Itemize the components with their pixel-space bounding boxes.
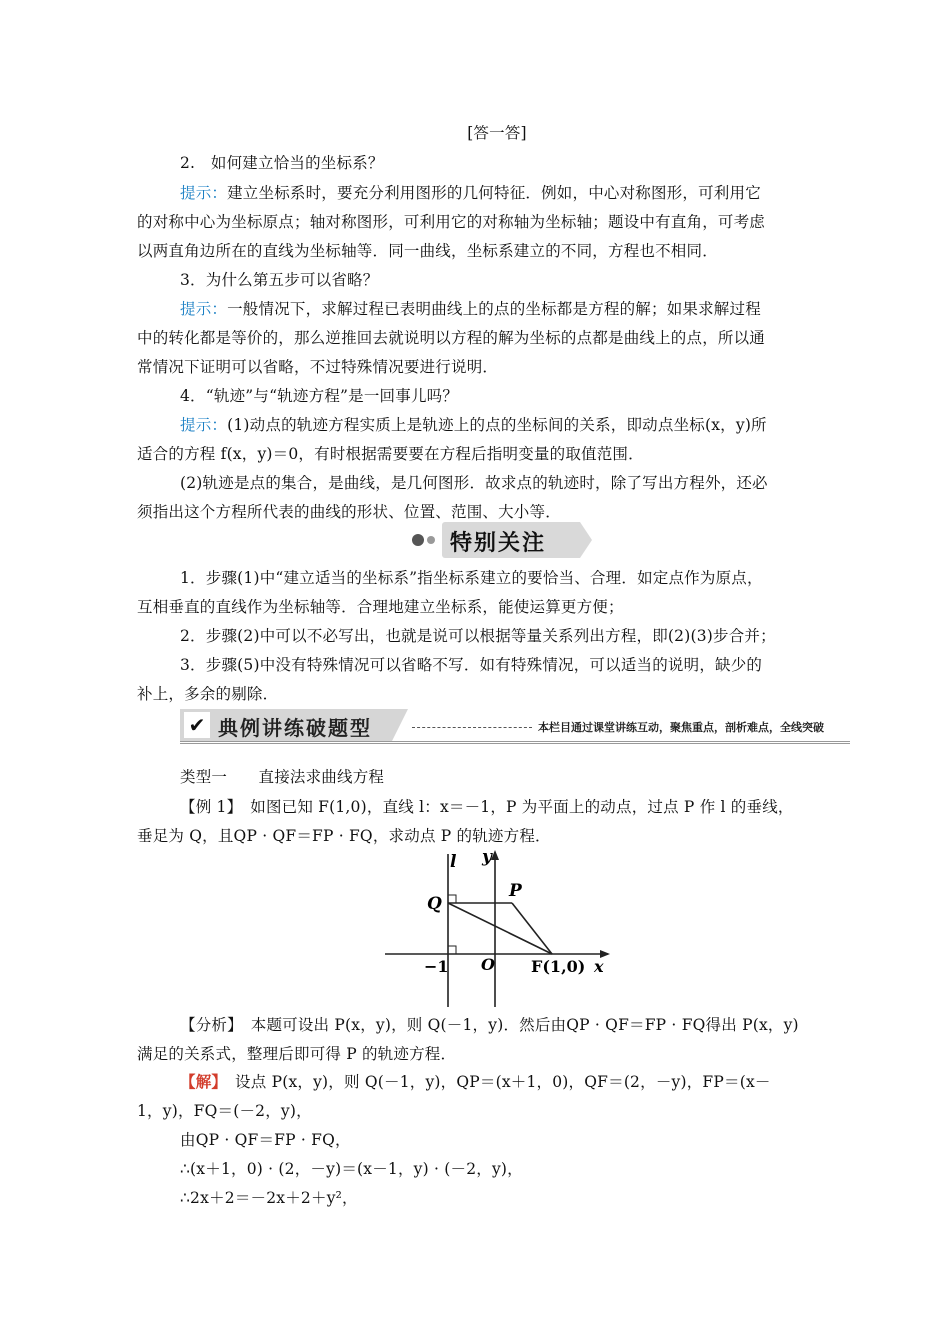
segment-pf [512,903,552,954]
hint-label: 提示： [180,300,228,318]
note-1-line-2: 互相垂直的直线作为坐标轴等．合理地建立坐标系，能使运算更方便； [137,598,624,616]
label-q: Q [427,894,442,914]
section-header [180,709,850,741]
section-note: 本栏目通过课堂讲练互动，聚焦重点，剖析难点，全线突破 [538,721,824,734]
answer-4-text: (1)动点的轨迹方程实质上是轨迹上的点的坐标间的关系，即动点坐标(x，y)所 [227,416,767,434]
segment-qf [448,903,552,954]
section-title: 典例讲练破题型 [218,716,372,740]
note-1-line-1: 1．步骤(1)中“建立适当的坐标系”指坐标系建立的要恰当、合理．如定点作为原点， [180,569,763,587]
note-3-line-1: 3．步骤(5)中没有特殊情况可以省略不写．如有特殊情况，可以适当的说明，缺少的 [180,656,763,674]
answer-4-line-4: 须指出这个方程所代表的曲线的形状、位置、范围、大小等． [137,503,561,521]
answer-3-line-3: 常情况下证明可以省略，不过特殊情况要进行说明． [137,358,499,376]
example-1-line-2: 垂足为 Q，且QP · QF＝FP · FQ，求动点 P 的轨迹方程． [137,827,551,845]
hint-label: 提示： [180,184,228,202]
label-neg1: −1 [424,957,449,976]
answer-4-line-3: (2)轨迹是点的集合，是曲线，是几何图形．故求点的轨迹时，除了写出方程外，还必 [180,474,768,492]
answer-2-text: 建立坐标系时，要充分利用图形的几何特征．例如，中心对称图形，可利用它 [227,184,761,202]
label-x: x [594,957,604,976]
hint-label: 提示： [180,416,228,434]
label-l: l [450,852,457,872]
answer-3-line-2: 中的转化都是等价的，那么逆推回去就说明以方程的解为坐标的点都是曲线上的点，所以通 [137,329,766,347]
banner-dot-icon [412,534,424,546]
answer-4-line-2: 适合的方程 f(x，y)＝0，有时根据需要要在方程后指明变量的取值范围． [137,445,644,463]
qa-header: [答一答] [467,124,527,142]
answer-2-line-3: 以两直角边所在的直线为坐标轴等．同一曲线，坐标系建立的不同，方程也不相同． [137,242,718,260]
label-y: y [482,847,492,867]
answer-3-text: 一般情况下，求解过程已表明曲线上的点的坐标都是方程的解；如果求解过程 [227,300,761,318]
answer-4-line-1 [180,415,860,435]
question-4: 4．“轨迹”与“轨迹方程”是一回事儿吗？ [180,387,459,405]
type-heading: 类型一 直接法求曲线方程 [180,768,385,786]
banner-dot-small-icon [427,536,435,544]
solution-line-3: 由QP · QF＝FP · FQ， [180,1131,351,1149]
solution-text: 设点 P(x，y)，则 Q(－1，y)，QP＝(x＋1，0)，QF＝(2，－y)，FP＝(x－ [219,1073,771,1091]
label-o: O [481,955,495,974]
question-3: 3．为什么第五步可以省略？ [180,271,379,289]
note-2: 2．步骤(2)中可以不必写出，也就是说可以根据等量关系列出方程，即(2)(3)步合并； [180,627,776,645]
right-angle-axis [448,946,456,954]
solution-line-5: ∴2x＋2＝－2x＋2＋y²， [180,1189,358,1207]
answer-2-line-1 [180,183,860,203]
special-attention-banner [412,522,587,558]
solution-line-1 [180,1072,860,1092]
example-figure [380,842,620,1007]
answer-3-line-1 [180,299,860,319]
right-angle-q [448,895,456,903]
label-p: P [509,881,522,901]
banner-title: 特别关注 [450,531,547,556]
solution-line-2: 1，y)，FQ＝(－2，y)， [137,1102,312,1120]
section-dashes [412,727,532,728]
section-rule [180,741,850,744]
solution-label: 【解】 [180,1072,220,1091]
question-2: 2. 如何建立恰当的坐标系？ [180,154,384,172]
solution-line-4: ∴(x＋1，0) · (2，－y)＝(x－1，y) · (－2，y)， [180,1160,523,1178]
note-3-line-2: 补上，多余的剔除． [137,685,279,703]
answer-2-line-2: 的对称中心为坐标原点；轴对称图形，可利用它的对称轴为坐标轴；题设中有直角，可考虑 [137,213,766,231]
check-icon: ✔ [184,712,210,738]
y-axis-arrow-icon [491,850,499,860]
example-1-line-1: 【例 1】 如图已知 F(1,0)，直线 l：x＝－1，P 为平面上的动点，过点 P 作 l 的垂线， [180,798,794,816]
analysis-line-2: 满足的关系式，整理后即可得 P 的轨迹方程． [137,1045,457,1063]
analysis-line-1: 【分析】 本题可设出 P(x，y)，则 Q(－1，y)．然后由QP · QF＝FP · FQ得出 P(x，y) [180,1016,799,1034]
label-f: F(1,0) [531,957,586,976]
